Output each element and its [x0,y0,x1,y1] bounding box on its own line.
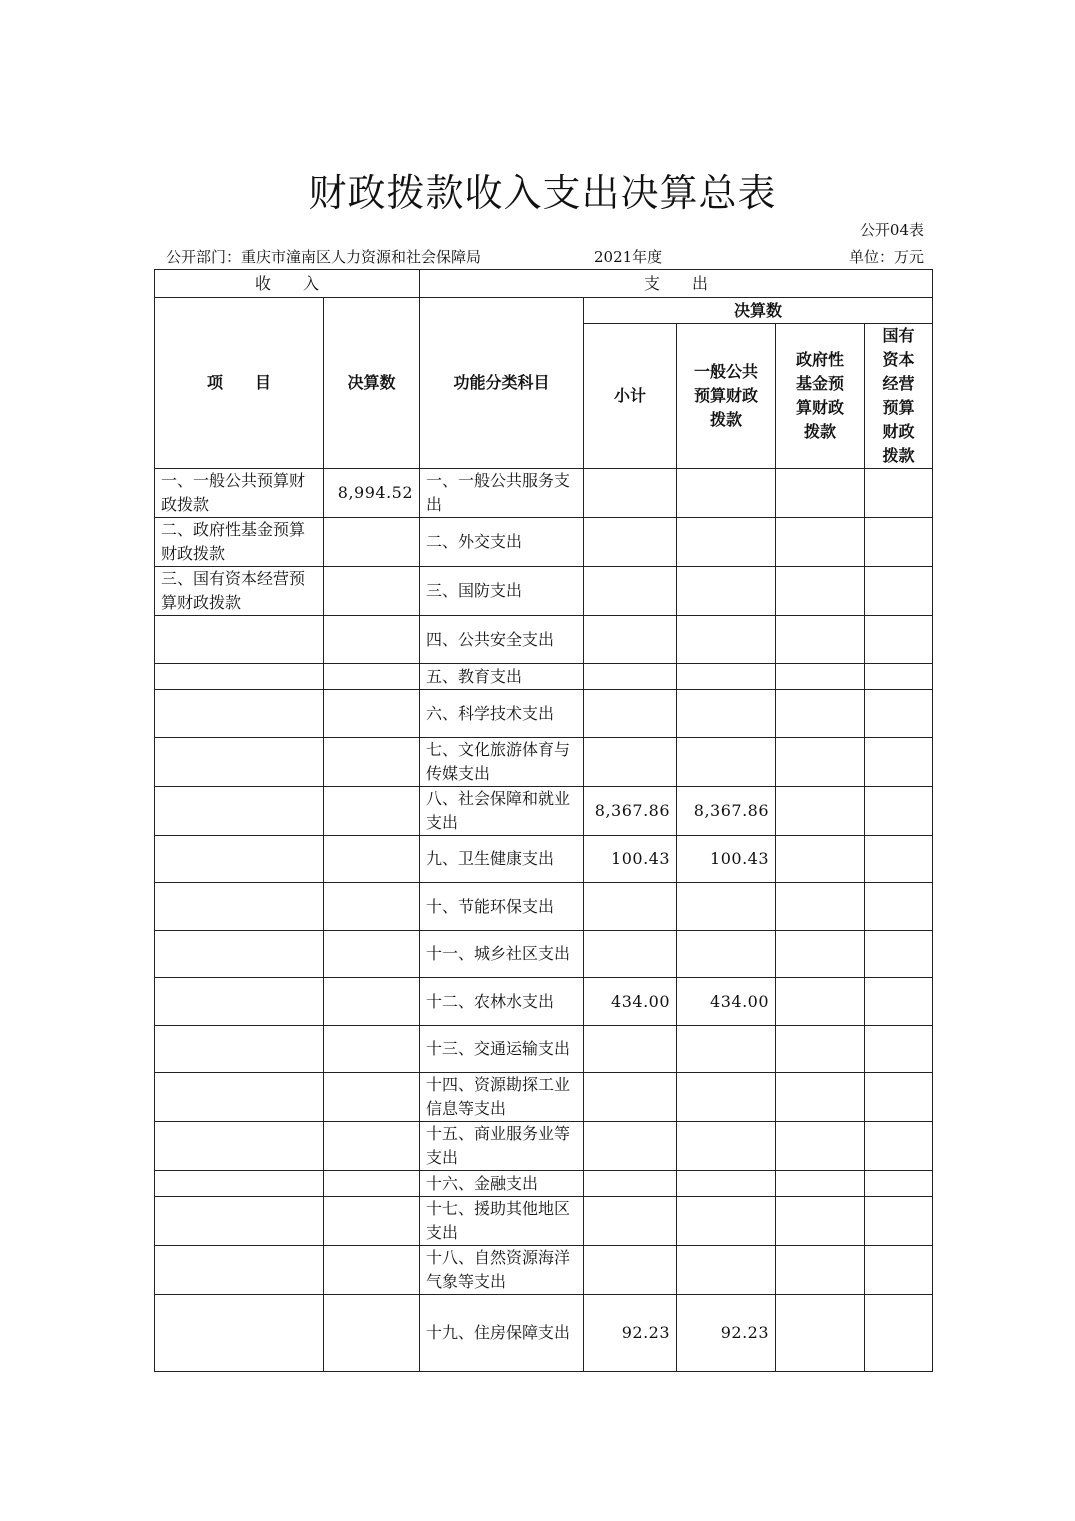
subtotal-cell [584,1246,677,1295]
income-amount-cell [324,883,420,931]
expense-item-cell: 十三、交通运输支出 [420,1026,584,1073]
gov-fund-cell [776,1122,865,1171]
subtotal-cell: 434.00 [584,978,677,1026]
state-capital-cell [865,1197,933,1246]
state-capital-cell [865,1122,933,1171]
expense-item-cell: 十、节能环保支出 [420,883,584,931]
expense-item-cell: 七、文化旅游体育与传媒支出 [420,738,584,787]
table-row [155,978,933,1026]
expense-item-cell: 三、国防支出 [420,567,584,616]
income-item-cell [155,787,324,836]
income-amount-cell [324,738,420,787]
function-category-header: 功能分类科目 [420,298,584,469]
expense-item-cell: 十二、农林水支出 [420,978,584,1026]
income-amount-cell [324,931,420,978]
gov-fund-cell [776,787,865,836]
gov-fund-cell [776,978,865,1026]
income-header: 收 入 [155,270,420,298]
table-row [155,738,933,787]
table-row [155,664,933,690]
table-row [155,1246,933,1295]
income-item-cell: 三、国有资本经营预算财政拨款 [155,567,324,616]
state-capital-cell [865,664,933,690]
income-item-cell [155,664,324,690]
income-item-cell [155,836,324,883]
state-capital-cell [865,836,933,883]
state-capital-cell [865,931,933,978]
table-row [155,931,933,978]
gov-fund-cell [776,1073,865,1122]
general-public-cell [677,1122,776,1171]
table-row [155,787,933,836]
state-capital-cell [865,787,933,836]
general-public-cell [677,1073,776,1122]
income-amount-cell [324,978,420,1026]
income-item-cell [155,1026,324,1073]
income-amount-cell [324,518,420,567]
expense-item-cell: 八、社会保障和就业支出 [420,787,584,836]
page-title: 财政拨款收入支出决算总表 [308,171,777,215]
income-amount-cell [324,1026,420,1073]
gov-fund-cell [776,1026,865,1073]
income-amount-cell [324,1122,420,1171]
general-public-cell [677,883,776,931]
expense-item-cell: 六、科学技术支出 [420,690,584,738]
expense-header: 支 出 [420,270,933,298]
subtotal-cell [584,664,677,690]
general-public-cell [677,567,776,616]
income-amount-cell [324,1295,420,1372]
gov-fund-cell [776,1246,865,1295]
table-row [155,567,933,616]
subtotal-cell: 92.23 [584,1295,677,1372]
table-row [155,836,933,883]
settlement-table [154,269,933,1372]
table-row [155,469,933,518]
general-public-cell: 100.43 [677,836,776,883]
state-capital-cell [865,738,933,787]
expense-item-cell: 十九、住房保障支出 [420,1295,584,1372]
table-row [155,616,933,664]
income-item-cell [155,738,324,787]
gov-fund-cell [776,1295,865,1372]
general-public-cell: 434.00 [677,978,776,1026]
table-row [155,518,933,567]
state-capital-cell [865,469,933,518]
general-public-cell [677,1026,776,1073]
gov-fund-cell [776,616,865,664]
gov-fund-cell [776,690,865,738]
income-item-cell [155,1295,324,1372]
state-capital-cell [865,1295,933,1372]
gov-fund-cell [776,518,865,567]
expense-item-cell: 九、卫生健康支出 [420,836,584,883]
expense-item-cell: 十一、城乡社区支出 [420,931,584,978]
fiscal-year: 2021年度 [594,248,663,266]
subtotal-cell [584,518,677,567]
income-amount-cell [324,567,420,616]
income-item-cell: 二、政府性基金预算财政拨款 [155,518,324,567]
income-amount-cell [324,836,420,883]
table-row [155,1026,933,1073]
state-capital-cell [865,567,933,616]
state-capital-cell [865,690,933,738]
income-item-cell [155,931,324,978]
subtotal-cell [584,690,677,738]
general-public-cell [677,518,776,567]
expense-item-cell: 一、一般公共服务支出 [420,469,584,518]
table-row [155,1295,933,1372]
income-item-cell [155,883,324,931]
gov-fund-cell [776,1197,865,1246]
expense-item-cell: 五、教育支出 [420,664,584,690]
gov-fund-cell [776,738,865,787]
subtotal-cell [584,616,677,664]
subtotal-cell: 100.43 [584,836,677,883]
subtotal-cell [584,1122,677,1171]
income-amount-cell [324,787,420,836]
income-amount-cell [324,1197,420,1246]
subtotal-cell [584,1026,677,1073]
state-capital-cell [865,1246,933,1295]
gov-fund-cell [776,567,865,616]
state-capital-cell [865,1026,933,1073]
expense-item-cell: 十五、商业服务业等支出 [420,1122,584,1171]
state-capital-cell [865,978,933,1026]
income-amount-cell [324,664,420,690]
state-capital-cell [865,883,933,931]
general-public-cell [677,738,776,787]
subtotal-cell [584,567,677,616]
expense-item-cell: 二、外交支出 [420,518,584,567]
state-capital-cell [865,1171,933,1197]
subtotal-cell [584,883,677,931]
subtotal-header: 小计 [584,324,677,469]
state-capital-cell [865,616,933,664]
income-item-cell [155,1073,324,1122]
amount-header: 决算数 [324,298,420,469]
income-amount-cell [324,616,420,664]
table-row [155,1073,933,1122]
income-amount-cell [324,690,420,738]
expense-item-cell: 十八、自然资源海洋气象等支出 [420,1246,584,1295]
gov-fund-cell [776,469,865,518]
general-public-cell: 92.23 [677,1295,776,1372]
expense-item-cell: 十七、援助其他地区支出 [420,1197,584,1246]
gov-fund-header: 政府性基金预算财政拨款 [776,324,865,469]
form-number: 公开04表 [859,221,924,239]
general-public-cell [677,690,776,738]
income-item-cell [155,1246,324,1295]
subtotal-cell [584,1073,677,1122]
income-item-cell [155,978,324,1026]
item-header: 项 目 [155,298,324,469]
gov-fund-cell [776,664,865,690]
subtotal-cell: 8,367.86 [584,787,677,836]
general-public-header: 一般公共预算财政拨款 [677,324,776,469]
table-row [155,1197,933,1246]
unit-label: 单位：万元 [848,248,924,266]
header-row-1 [155,270,933,298]
expense-item-cell: 四、公共安全支出 [420,616,584,664]
income-item-cell [155,616,324,664]
income-item-cell [155,690,324,738]
header-row-2 [155,298,933,324]
income-item-cell: 一、一般公共预算财政拨款 [155,469,324,518]
state-capital-header: 国有资本经营预算财政拨款 [865,324,933,469]
table-row [155,690,933,738]
table-body [155,270,933,1372]
gov-fund-cell [776,931,865,978]
income-amount-cell [324,1246,420,1295]
state-capital-cell [865,518,933,567]
general-public-cell [677,1171,776,1197]
settlement-header: 决算数 [584,298,933,324]
general-public-cell [677,616,776,664]
income-amount-cell [324,1171,420,1197]
general-public-cell [677,469,776,518]
income-item-cell [155,1122,324,1171]
general-public-cell [677,1246,776,1295]
subtotal-cell [584,738,677,787]
subtotal-cell [584,931,677,978]
state-capital-cell [865,1073,933,1122]
expense-item-cell: 十六、金融支出 [420,1171,584,1197]
gov-fund-cell [776,883,865,931]
expense-item-cell: 十四、资源勘探工业信息等支出 [420,1073,584,1122]
income-item-cell [155,1197,324,1246]
income-amount-cell: 8,994.52 [324,469,420,518]
subtotal-cell [584,1197,677,1246]
table-row [155,883,933,931]
income-item-cell [155,1171,324,1197]
general-public-cell: 8,367.86 [677,787,776,836]
subtotal-cell [584,469,677,518]
table-row [155,1122,933,1171]
general-public-cell [677,1197,776,1246]
income-amount-cell [324,1073,420,1122]
general-public-cell [677,664,776,690]
gov-fund-cell [776,1171,865,1197]
gov-fund-cell [776,836,865,883]
table-row [155,1171,933,1197]
general-public-cell [677,931,776,978]
subtotal-cell [584,1171,677,1197]
department-label: 公开部门：重庆市潼南区人力资源和社会保障局 [166,248,482,266]
